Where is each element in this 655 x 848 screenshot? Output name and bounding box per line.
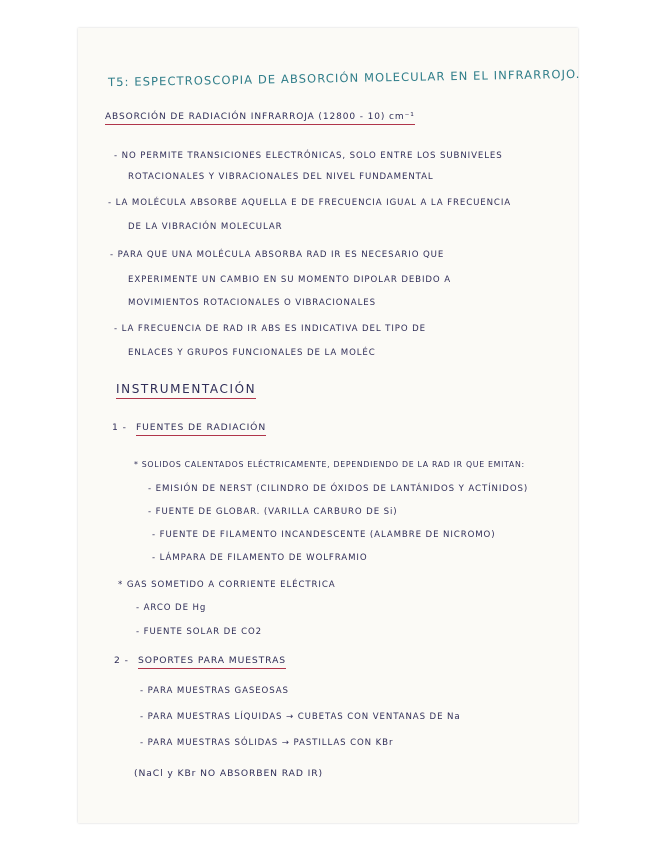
list-item: - EMISIÓN DE NERST (CILINDRO DE ÓXIDOS DE LANTÁNIDOS Y ACTÍNIDOS) bbox=[148, 484, 529, 494]
bullet-line: - LA MOLÉCULA ABSORBE AQUELLA E DE FRECUENCIA IGUAL A LA FRECUENCIA bbox=[108, 198, 512, 208]
list-intro: * SOLIDOS CALENTADOS ELÉCTRICAMENTE, DEPENDIENDO DE LA RAD IR QUE EMITAN: bbox=[134, 460, 525, 469]
bullet-line: DE LA VIBRACIÓN MOLECULAR bbox=[128, 222, 283, 232]
bullet-line: - PARA QUE UNA MOLÉCULA ABSORBA RAD IR ES NECESARIO QUE bbox=[110, 250, 445, 260]
section-heading-instrumentacion: INSTRUMENTACIÓN bbox=[116, 382, 256, 399]
list-item: - PARA MUESTRAS LÍQUIDAS → CUBETAS CON VENTANAS DE Na bbox=[140, 712, 461, 722]
subsection-number: 2 - bbox=[114, 655, 129, 666]
subsection-heading-fuentes: FUENTES DE RADIACIÓN bbox=[136, 422, 266, 436]
bullet-line: ENLACES Y GRUPOS FUNCIONALES DE LA MOLÉC bbox=[128, 348, 376, 358]
list-item: - PARA MUESTRAS GASEOSAS bbox=[140, 686, 289, 696]
bullet-line: MOVIMIENTOS ROTACIONALES O VIBRACIONALES bbox=[128, 298, 376, 308]
list-item: - FUENTE SOLAR DE CO2 bbox=[136, 627, 263, 637]
list-item: - ARCO DE Hg bbox=[136, 603, 207, 613]
notebook-page bbox=[78, 28, 581, 823]
subsection-heading-soportes: SOPORTES PARA MUESTRAS bbox=[138, 655, 286, 669]
bullet-line: ROTACIONALES Y VIBRACIONALES DEL NIVEL FUNDAMENTAL bbox=[128, 172, 434, 182]
page-title: T5: ESPECTROSCOPIA DE ABSORCIÓN MOLECULAR EN EL INFRARROJO. bbox=[107, 66, 581, 90]
list-item: - PARA MUESTRAS SÓLIDAS → PASTILLAS CON KBr bbox=[140, 738, 394, 748]
subsection-number: 1 - bbox=[112, 422, 127, 433]
list-item: - FUENTE DE GLOBAR. (VARILLA CARBURO DE Si) bbox=[148, 507, 398, 517]
bullet-line: - NO PERMITE TRANSICIONES ELECTRÓNICAS, SOLO ENTRE LOS SUBNIVELES bbox=[114, 151, 503, 161]
bullet-line: EXPERIMENTE UN CAMBIO EN SU MOMENTO DIPOLAR DEBIDO A bbox=[128, 275, 451, 285]
list-item: - FUENTE DE FILAMENTO INCANDESCENTE (ALAMBRE DE NICROMO) bbox=[152, 530, 496, 540]
list-item: - LÁMPARA DE FILAMENTO DE WOLFRAMIO bbox=[152, 553, 368, 563]
list-intro: * GAS SOMETIDO A CORRIENTE ELÉCTRICA bbox=[118, 580, 336, 590]
footnote: (NaCl y KBr NO ABSORBEN RAD IR) bbox=[134, 768, 324, 779]
bullet-line: - LA FRECUENCIA DE RAD IR ABS ES INDICATIVA DEL TIPO DE bbox=[114, 324, 426, 334]
section-heading-absorcion: ABSORCIÓN DE RADIACIÓN INFRARROJA (12800 - 10) cm⁻¹ bbox=[105, 112, 415, 125]
